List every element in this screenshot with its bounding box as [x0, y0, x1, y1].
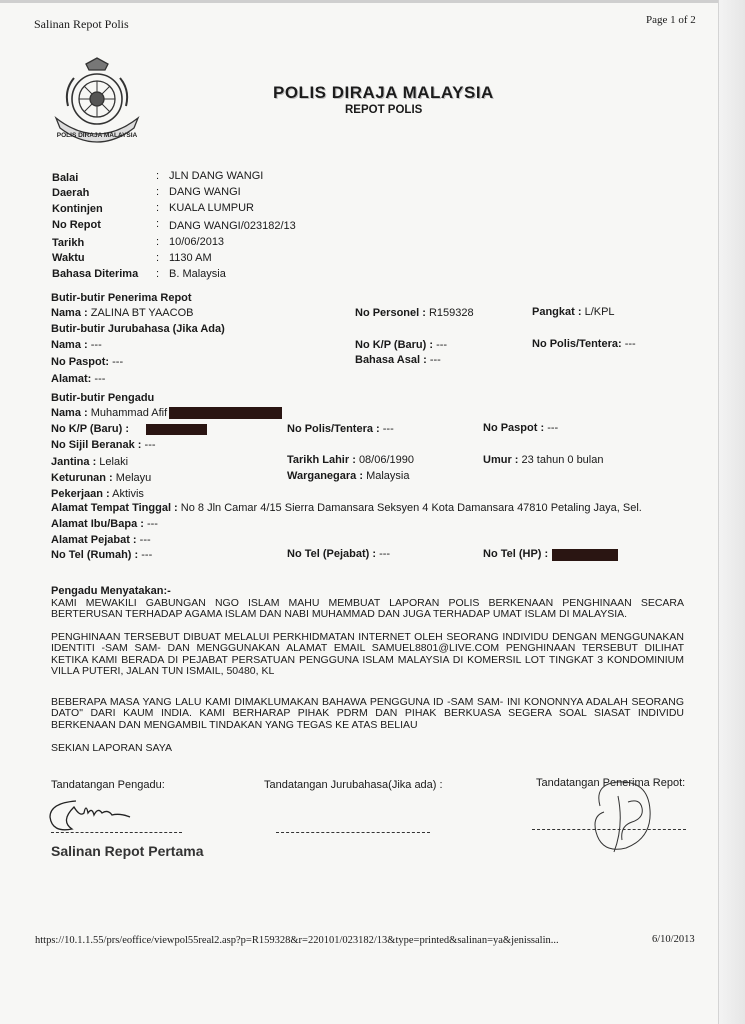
complainant-keturunan: Keturunan : Melayu — [51, 472, 152, 484]
statement-paragraph: PENGHINAAN TERSEBUT DIBUAT MELALUI PERKHIDMATAN INTERNET OLEH SEORANG INDIVIDU DENGAN MENGGUNAKAN IDENTITI -SAM SAM- DAN MENGGUNAKAN ALAMAT EMAIL SAMUEL8801@LIVE.COM PENGHINAAN TERSEBUT DILIHAT KETIKA KAMI BERADA DI PEJABAT PERSATUAN PENGGUNA ISLAM MALAYSIA DI KOMERSIL LOT TINGKAT 3 KONDOMINIUM VILLA PUTERI, JALAN TUN ISMAIL, 50480, KL — [51, 631, 684, 677]
complainant-tel-hp-label: No Tel (HP) : — [483, 548, 549, 560]
interpreter-kp: No K/P (Baru) : --- — [355, 339, 448, 351]
info-value: DANG WANGI — [169, 186, 241, 198]
info-label: Kontinjen — [52, 203, 103, 215]
complainant-name: Nama : Muhammad Afif — [51, 407, 168, 419]
info-label: Tarikh — [52, 237, 85, 249]
complainant-jantina: Jantina : Lelaki — [51, 456, 129, 468]
info-value: DANG WANGI/023182/13 — [169, 220, 296, 232]
complainant-kp-label: No K/P (Baru) : — [51, 423, 130, 435]
doc-title: REPOT POLIS — [345, 104, 423, 116]
redaction-bar — [552, 549, 618, 561]
page-number: Page 1 of 2 — [646, 14, 696, 26]
interpreter-name: Nama : --- — [51, 339, 102, 351]
redaction-bar — [146, 424, 207, 435]
info-label: No Repot — [52, 219, 101, 231]
interpreter-heading: Butir-butir Jurubahasa (Jika Ada) — [51, 323, 225, 335]
complainant-umur: Umur : 23 tahun 0 bulan — [483, 454, 604, 466]
signature-line-jurubahasa — [276, 832, 430, 833]
info-value: B. Malaysia — [169, 268, 226, 280]
complainant-polis: No Polis/Tentera : --- — [287, 423, 394, 435]
complainant-signature-icon — [46, 795, 138, 837]
redaction-bar — [169, 407, 282, 419]
complainant-alamat-tinggal: Alamat Tempat Tinggal : No 8 Jln Camar 4/15 Sierra Damansara Seksyen 4 Kota Damansara 47810 Petaling Jaya, Sel. — [51, 502, 642, 514]
info-label: Balai — [52, 172, 79, 184]
info-label: Waktu — [52, 252, 85, 264]
statement-heading: Pengadu Menyatakan:- — [51, 585, 171, 597]
info-value: 1130 AM — [169, 252, 212, 264]
interpreter-paspot: No Paspot: --- — [51, 356, 124, 368]
scan-right-edge — [718, 0, 745, 1024]
receiver-personel: No Personel : R159328 — [355, 307, 474, 319]
copy-label: Salinan Repot Pertama — [51, 843, 204, 859]
org-title: POLIS DIRAJA MALAYSIA — [273, 83, 494, 102]
interpreter-bahasa: Bahasa Asal : --- — [355, 354, 441, 366]
info-value: 10/06/2013 — [169, 236, 225, 248]
signature-label-jurubahasa: Tandatangan Jurubahasa(Jika ada) : — [264, 779, 443, 791]
receiver-signature-icon — [588, 776, 658, 856]
info-colon: : — [156, 202, 160, 214]
complainant-heading: Butir-butir Pengadu — [51, 392, 155, 404]
complainant-tel-rumah: No Tel (Rumah) : --- — [51, 549, 153, 561]
complainant-warganegara: Warganegara : Malaysia — [287, 470, 410, 482]
info-colon: : — [156, 218, 160, 230]
info-colon: : — [156, 268, 160, 280]
info-colon: : — [156, 252, 160, 264]
info-value: JLN DANG WANGI — [169, 170, 264, 182]
statement-paragraph: BEBERAPA MASA YANG LALU KAMI DIMAKLUMAKAN BAHAWA PENGGUNA ID -SAM SAM- INI KONONNYA ADALAH SEORANG DATO" DARI KAUM INDIA. KAMI BERHARAP PIHAK PDRM DAN PIHAK BERKUASA SEGERA SOAL SIASAT INDIVIDU BERKENAAN DAN MENGAMBIL TINDAKAN YANG TEGAS KE ATAS BELIAU — [51, 696, 684, 731]
statement-paragraph: KAMI MEWAKILI GABUNGAN NGO ISLAM MAHU MEMBUAT LAPORAN POLIS BERKENAAN PENGHINAAN SECARA BERTERUSAN TERHADAP AGAMA ISLAM DAN NABI MUHAMMAD DAN JUGA TERHADAP UMAT ISLAM DI MALAYSIA. — [51, 597, 684, 621]
complainant-sijil: No Sijil Beranak : --- — [51, 439, 156, 451]
signature-label-penerima: Tandatangan Penerima Repot: — [536, 777, 686, 789]
signature-line-penerima — [532, 829, 686, 830]
info-label: Bahasa Diterima — [52, 268, 139, 280]
receiver-pangkat: Pangkat : L/KPL — [532, 306, 615, 318]
footer-date: 6/10/2013 — [652, 934, 695, 945]
info-colon: : — [156, 170, 160, 182]
complainant-alamat-pejabat: Alamat Pejabat : --- — [51, 534, 151, 546]
crest-text: POLIS DIRAJA MALAYSIA — [56, 132, 138, 139]
info-label: Daerah — [52, 187, 90, 199]
complainant-alamat-ibubapa: Alamat Ibu/Bapa : --- — [51, 518, 158, 530]
complainant-paspot: No Paspot : --- — [483, 422, 559, 434]
police-crest-icon — [50, 56, 144, 148]
receiver-heading: Butir-butir Penerima Repot — [51, 292, 192, 304]
interpreter-polis: No Polis/Tentera: --- — [532, 338, 636, 350]
scan-top-edge — [0, 0, 745, 3]
complainant-lahir: Tarikh Lahir : 08/06/1990 — [287, 454, 414, 466]
interpreter-alamat: Alamat: --- — [51, 373, 106, 385]
signature-line-pengadu — [51, 832, 182, 833]
info-value: KUALA LUMPUR — [169, 202, 254, 214]
signature-label-pengadu: Tandatangan Pengadu: — [51, 779, 165, 791]
info-colon: : — [156, 186, 160, 198]
statement-closing: SEKIAN LAPORAN SAYA — [51, 742, 172, 754]
receiver-name: Nama : ZALINA BT YAACOB — [51, 307, 194, 319]
complainant-tel-pejabat: No Tel (Pejabat) : --- — [287, 548, 391, 560]
complainant-pekerjaan: Pekerjaan : Aktivis — [51, 488, 144, 500]
footer-url: https://10.1.1.55/prs/eoffice/viewpol55real2.asp?p=R159328&r=220101/023182/13&type=printed&salinan=ya&jenissalin... — [35, 935, 559, 946]
info-colon: : — [156, 236, 160, 248]
header-left: Salinan Repot Polis — [34, 17, 129, 31]
